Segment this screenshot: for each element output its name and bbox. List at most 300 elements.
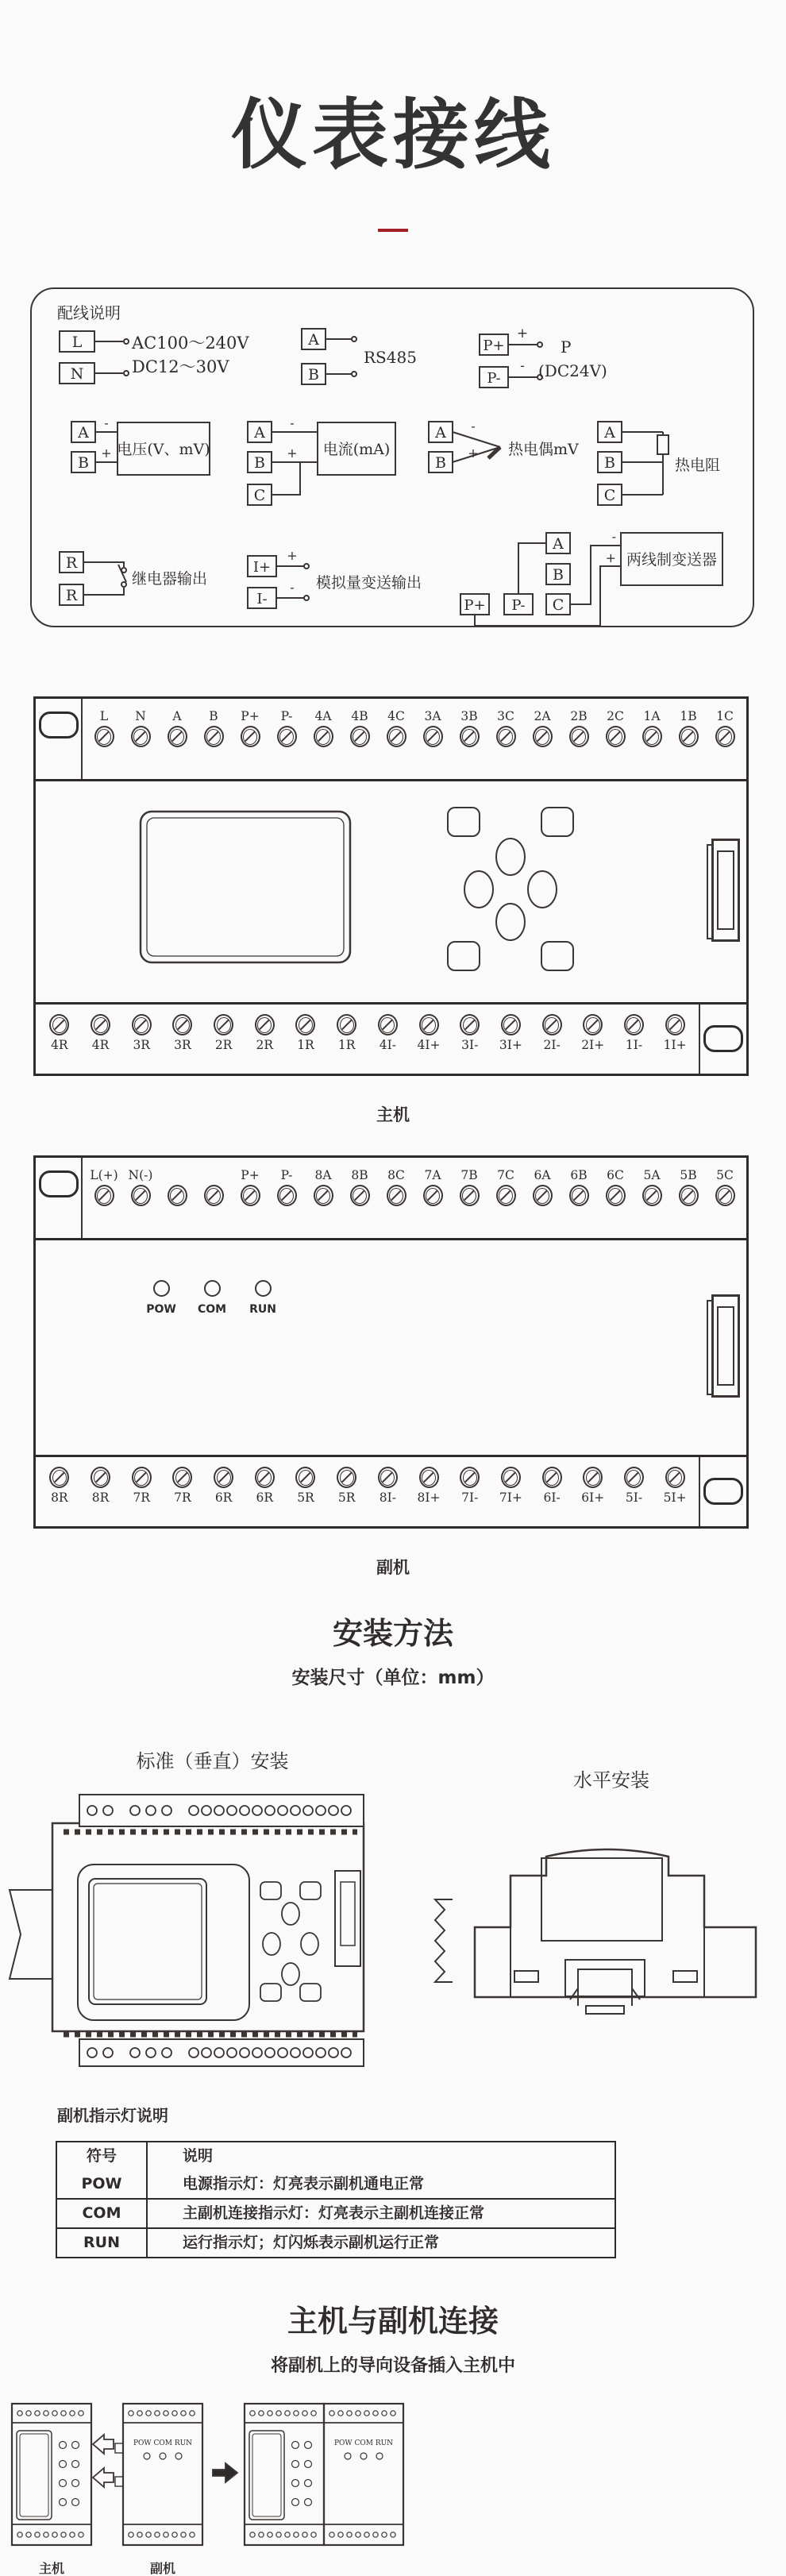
table-header-desc: 说明	[183, 2147, 214, 2165]
terminal	[452, 1457, 488, 1507]
mini-keypad	[60, 2442, 79, 2506]
screw-terminal-icon	[94, 726, 114, 747]
terminal	[575, 1005, 611, 1055]
terminal	[341, 1158, 378, 1206]
screw-terminal-icon	[255, 1467, 275, 1488]
table-row	[57, 2227, 615, 2257]
terminal-label: 6I-	[543, 1490, 561, 1505]
mini-leds	[144, 2453, 182, 2459]
screw-terminal-icon	[314, 1185, 333, 1206]
screw-terminal-icon	[131, 726, 151, 747]
expansion-connector	[711, 1294, 740, 1398]
terminal	[159, 1158, 195, 1206]
terminal-label: 5R	[297, 1490, 314, 1505]
terminal	[670, 699, 707, 747]
terminal-label: 1C	[716, 709, 734, 723]
terminal-label: 2R	[256, 1038, 274, 1052]
terminal-label: 7C	[497, 1168, 514, 1182]
terminal-label: P+	[241, 709, 260, 723]
screw-terminal-icon	[583, 1467, 603, 1488]
terminal-label: 2I-	[543, 1038, 561, 1052]
sub-unit-diagram	[33, 1155, 749, 1529]
terminal	[634, 699, 670, 747]
svg-text:-: -	[611, 529, 616, 544]
terminal-label: 4B	[351, 709, 368, 723]
combined-assembly	[245, 2404, 403, 2545]
screw-terminal-icon	[460, 1467, 480, 1488]
terminal-label: 4C	[387, 709, 405, 723]
main-unit-caption: 主机	[376, 1105, 410, 1124]
terminal-label: 2B	[570, 709, 588, 723]
svg-text:P+: P+	[483, 337, 505, 354]
screw-terminal-icon	[419, 1014, 439, 1035]
screw-terminal-icon	[132, 1014, 152, 1035]
main-unit-bottom-strip	[36, 1002, 746, 1074]
screw-terminal-icon	[277, 726, 297, 747]
svg-text:B: B	[78, 454, 89, 472]
terminal-label: 5I-	[625, 1490, 643, 1505]
screw-terminal-icon	[378, 1014, 398, 1035]
svg-text:B: B	[604, 454, 615, 472]
main-unit-top-terminals	[83, 699, 746, 779]
screw-terminal-icon	[204, 726, 224, 747]
svg-text:P+: P+	[464, 597, 486, 614]
terminal	[492, 1457, 529, 1507]
screw-terminal-icon	[460, 1185, 480, 1206]
guide-pin	[115, 2443, 123, 2453]
screw-terminal-icon	[350, 1185, 370, 1206]
terminal-label: 5R	[337, 1490, 356, 1505]
terminal	[670, 1158, 707, 1206]
mount-slot-icon	[39, 711, 79, 738]
terminal	[164, 1457, 201, 1507]
table-row	[57, 2170, 615, 2198]
terminal-label: 6R	[214, 1490, 233, 1505]
terminal	[206, 1005, 242, 1055]
screw-terminal-icon	[172, 1467, 192, 1488]
screw-terminal-icon	[387, 1185, 406, 1206]
screw-terminal-icon	[337, 1014, 356, 1035]
table-cell-desc: 运行指示灯；灯闪烁表示副机运行正常	[183, 2234, 440, 2251]
wiring-diagram	[30, 287, 754, 627]
screw-terminal-icon	[350, 726, 370, 747]
terminal-label: L	[99, 709, 109, 723]
terminal	[707, 699, 743, 747]
top-terminal-block	[79, 1795, 364, 1826]
svg-text:B: B	[254, 454, 265, 472]
svg-text:两线制变送器: 两线制变送器	[626, 551, 718, 569]
terminal-label: 8B	[351, 1168, 368, 1182]
terminal	[410, 1457, 447, 1507]
terminal	[414, 699, 451, 747]
screw-terminal-icon	[642, 1185, 662, 1206]
terminal	[287, 1457, 324, 1507]
screw-terminal-icon	[606, 1185, 626, 1206]
screw-terminal-icon	[624, 1014, 644, 1035]
terminal-label: L(+)	[90, 1168, 118, 1182]
mount-slot-icon	[703, 1478, 743, 1505]
terminal-label: 5I+	[663, 1490, 687, 1505]
horizontal-install-caption: 水平安装	[573, 1769, 649, 1791]
mini-main-unit	[12, 2404, 91, 2545]
svg-text:B: B	[308, 366, 319, 384]
terminal-label: 8A	[314, 1168, 332, 1182]
table-cell-symbol: POW	[57, 2170, 148, 2198]
terminal-label: N(-)	[128, 1168, 153, 1182]
terminal	[597, 1158, 634, 1206]
terminal-label: 3R	[133, 1038, 150, 1052]
svg-text:-: -	[520, 358, 525, 374]
svg-text:+: +	[516, 326, 529, 341]
svg-text:C: C	[552, 596, 564, 614]
display-outline	[141, 812, 350, 962]
svg-text:P: P	[561, 337, 572, 357]
terminal	[268, 1158, 305, 1206]
terminal	[86, 699, 122, 747]
screw-terminal-icon	[423, 1185, 443, 1206]
screw-terminal-icon	[665, 1014, 685, 1035]
main-unit-front-drawing	[36, 781, 746, 1002]
connection-instruction: 将副机上的导向设备插入主机中	[270, 2356, 515, 2376]
screw-terminal-icon	[295, 1014, 315, 1035]
terminal	[329, 1005, 365, 1055]
terminal-label: 7I+	[499, 1490, 522, 1505]
terminal-label: 4R	[51, 1038, 68, 1052]
din-rail	[10, 1890, 52, 1979]
terminal	[122, 1158, 159, 1206]
screw-terminal-icon	[172, 1014, 192, 1035]
screw-terminal-icon	[168, 726, 187, 747]
terminal-label: 4I-	[379, 1038, 396, 1052]
terminal	[451, 699, 487, 747]
terminal	[329, 1457, 365, 1507]
led-circle-icon	[255, 1280, 272, 1297]
terminal	[206, 1457, 242, 1507]
svg-text:N: N	[70, 365, 84, 383]
screw-terminal-icon	[337, 1467, 356, 1488]
terminal-label: 2A	[534, 709, 551, 723]
terminal-label: 6R	[256, 1490, 274, 1505]
svg-text:P-: P-	[487, 370, 501, 387]
bottom-terminal-block	[79, 2039, 364, 2066]
svg-text:L: L	[71, 334, 83, 351]
terminal	[597, 699, 634, 747]
terminal	[707, 1158, 743, 1206]
screw-terminal-icon	[533, 726, 553, 747]
screw-terminal-icon	[496, 726, 516, 747]
installation-heading: 安装方法	[332, 1616, 453, 1651]
svg-text:+: +	[287, 445, 298, 461]
vertical-install-drawing	[8, 1788, 385, 2070]
terminal	[341, 699, 378, 747]
mini-sub-caption: 副机	[149, 2561, 175, 2576]
terminal	[615, 1005, 652, 1055]
indicator-led	[244, 1280, 282, 1316]
screw-terminal-icon	[679, 1185, 699, 1206]
svg-text:A: A	[78, 424, 89, 442]
screw-terminal-icon	[569, 1185, 589, 1206]
svg-text:A: A	[604, 424, 615, 442]
terminal	[86, 1158, 122, 1206]
mount-slot-icon	[703, 1025, 743, 1052]
svg-text:A: A	[553, 535, 564, 553]
terminal	[369, 1005, 406, 1055]
screw-terminal-icon	[49, 1014, 69, 1035]
table-header-symbol: 符号	[57, 2142, 148, 2170]
screw-terminal-icon	[314, 726, 333, 747]
terminal	[41, 1005, 78, 1055]
main-unit-front	[36, 781, 746, 1002]
svg-text:继电器输出: 继电器输出	[132, 570, 208, 588]
terminal	[414, 1158, 451, 1206]
svg-text:I+: I+	[252, 559, 272, 576]
mini-led-text: POW COM RUN	[333, 2439, 394, 2447]
svg-text:(DC24V): (DC24V)	[538, 361, 607, 380]
screw-terminal-icon	[241, 1185, 260, 1206]
svg-text:电压(V、mV): 电压(V、mV)	[117, 441, 210, 458]
terminal	[487, 1158, 524, 1206]
mount-slot-icon	[39, 1170, 79, 1197]
terminal-label: 2I+	[581, 1038, 605, 1052]
main-unit-diagram	[33, 696, 749, 1076]
terminal	[369, 1457, 406, 1507]
screw-terminal-icon	[715, 726, 735, 747]
svg-text:B: B	[553, 566, 564, 584]
device-body	[52, 1823, 364, 2031]
indicator-table-body	[57, 2170, 615, 2257]
connection-heading: 主机与副机连接	[287, 2304, 499, 2339]
svg-text:C: C	[253, 487, 266, 504]
indicator-led	[142, 1280, 180, 1316]
screw-terminal-icon	[501, 1014, 521, 1035]
terminal	[232, 1158, 268, 1206]
horizontal-install-drawing	[429, 1826, 786, 2021]
terminal-label: 5C	[716, 1168, 734, 1182]
screw-terminal-icon	[542, 1014, 562, 1035]
sub-unit-bottom-strip	[36, 1455, 746, 1526]
terminal-label: 6I+	[581, 1490, 605, 1505]
mini-main-unit	[245, 2404, 324, 2545]
screw-terminal-icon	[665, 1467, 685, 1488]
page-title: 仪表接线	[231, 91, 555, 179]
terminal-label: P+	[241, 1168, 260, 1182]
connection-drawing	[8, 2400, 409, 2559]
terminal-label: B	[209, 709, 218, 723]
terminal-label: 3A	[424, 709, 441, 723]
svg-text:+: +	[605, 550, 616, 565]
terminal-label: 7I-	[461, 1490, 479, 1505]
screw-terminal-icon	[642, 726, 662, 747]
wiring-box-title: 配线说明	[57, 303, 121, 322]
terminal	[305, 1158, 341, 1206]
mini-sub-unit	[115, 2404, 202, 2545]
terminal	[246, 1457, 283, 1507]
terminal	[452, 1005, 488, 1055]
svg-text:-: -	[290, 415, 295, 430]
terminal-label: 3C	[497, 709, 514, 723]
terminal	[164, 1005, 201, 1055]
table-cell-symbol: COM	[57, 2200, 148, 2227]
screw-terminal-icon	[533, 1185, 553, 1206]
terminal-label: 1I-	[625, 1038, 643, 1052]
terminal-label: 5B	[680, 1168, 697, 1182]
terminal-label: A	[172, 709, 182, 723]
led-circle-icon	[204, 1280, 221, 1297]
vertical-install-caption: 标准（垂直）安装	[136, 1750, 289, 1772]
sub-unit-top-terminals	[83, 1158, 746, 1238]
screw-terminal-icon	[423, 726, 443, 747]
terminal-label: 3I+	[499, 1038, 522, 1052]
terminal	[451, 1158, 487, 1206]
terminal	[122, 699, 159, 747]
svg-text:I-: I-	[256, 591, 268, 607]
screw-terminal-icon	[49, 1467, 69, 1488]
indicator-led	[193, 1280, 231, 1316]
indicator-table	[56, 2141, 616, 2258]
sub-unit-top-strip	[36, 1158, 746, 1240]
terminal	[657, 1457, 693, 1507]
terminal-label: 2R	[214, 1038, 233, 1052]
mini-sub-unit	[324, 2404, 403, 2545]
terminal-label: 3R	[174, 1038, 191, 1052]
svg-text:RS485: RS485	[364, 348, 417, 367]
svg-text:R: R	[65, 554, 78, 572]
terminal-label: 7R	[133, 1490, 150, 1505]
svg-text:+: +	[287, 548, 298, 563]
svg-text:-: -	[290, 580, 295, 595]
screw-terminal-icon	[624, 1467, 644, 1488]
terminal	[561, 699, 597, 747]
terminal	[41, 1457, 78, 1507]
terminal-label: 2C	[607, 709, 624, 723]
screw-terminal-icon	[419, 1467, 439, 1488]
terminal	[305, 699, 341, 747]
screw-terminal-icon	[214, 1014, 233, 1035]
table-cell-desc: 电源指示灯：灯亮表示副机通电正常	[183, 2175, 425, 2192]
svg-text:热电阻: 热电阻	[675, 457, 721, 474]
led-circle-icon	[153, 1280, 170, 1297]
sub-unit-front	[36, 1240, 746, 1455]
led-label: POW	[146, 1303, 176, 1316]
sub-unit-caption: 副机	[376, 1557, 410, 1577]
terminal	[534, 1457, 570, 1507]
result-arrow	[213, 2463, 237, 2482]
terminal-label: 1B	[680, 709, 697, 723]
screw-terminal-icon	[460, 726, 480, 747]
terminal-label: 3I-	[461, 1038, 479, 1052]
screw-terminal-icon	[255, 1014, 275, 1035]
terminal-label: 4R	[91, 1038, 110, 1052]
screw-terminal-icon	[569, 726, 589, 747]
screw-terminal-icon	[241, 726, 260, 747]
sub-unit-bottom-slot-cell	[699, 1457, 746, 1526]
screw-terminal-icon	[91, 1467, 110, 1488]
screw-terminal-icon	[168, 1185, 187, 1206]
screw-terminal-icon	[583, 1014, 603, 1035]
terminal	[534, 1005, 570, 1055]
guide-pin	[115, 2477, 123, 2486]
screw-terminal-icon	[501, 1467, 521, 1488]
terminal-label: 1R	[297, 1038, 314, 1052]
terminal	[123, 1457, 160, 1507]
led-label: COM	[197, 1303, 227, 1316]
terminal	[246, 1005, 283, 1055]
svg-text:A: A	[254, 424, 265, 442]
terminal	[575, 1457, 611, 1507]
terminal-label: 8I+	[417, 1490, 441, 1505]
terminal-label: 8R	[51, 1490, 68, 1505]
terminal	[561, 1158, 597, 1206]
din-rail-section	[435, 1899, 453, 1982]
screw-terminal-icon	[132, 1467, 152, 1488]
svg-text:A: A	[308, 331, 319, 349]
indicator-table-title: 副机指示灯说明	[57, 2106, 168, 2125]
screw-terminal-icon	[496, 1185, 516, 1206]
terminal-label: N	[135, 709, 146, 723]
terminal-label: 7B	[460, 1168, 478, 1182]
terminal-label: 7A	[424, 1168, 441, 1182]
terminal-label: 3B	[460, 709, 478, 723]
mini-led-text: POW COM RUN	[133, 2439, 193, 2447]
led-label: RUN	[249, 1303, 276, 1316]
screw-terminal-icon	[679, 726, 699, 747]
svg-text:+: +	[101, 445, 112, 461]
main-unit-top-slot-cell	[36, 699, 83, 779]
terminal	[410, 1005, 447, 1055]
screw-terminal-icon	[715, 1185, 735, 1206]
terminal	[487, 699, 524, 747]
screw-terminal-icon	[542, 1467, 562, 1488]
svg-text:模拟量变送输出: 模拟量变送输出	[316, 574, 422, 592]
svg-text:R: R	[65, 587, 78, 604]
terminal-label: 1I+	[663, 1038, 687, 1052]
terminal-label: 8C	[387, 1168, 405, 1182]
terminal	[634, 1158, 670, 1206]
mini-main-caption: 主机	[38, 2561, 64, 2576]
terminal	[195, 1158, 232, 1206]
terminal-label: 4A	[314, 709, 332, 723]
svg-text:P-: P-	[511, 597, 526, 614]
svg-text:AC100～240V: AC100～240V	[132, 334, 249, 353]
screw-terminal-icon	[606, 726, 626, 747]
terminal	[492, 1005, 529, 1055]
screw-terminal-icon	[131, 1185, 151, 1206]
svg-text:A: A	[435, 424, 446, 442]
terminal-label: P-	[280, 709, 293, 723]
terminal	[615, 1457, 652, 1507]
terminal-label: 1R	[337, 1038, 356, 1052]
table-cell-symbol: RUN	[57, 2229, 148, 2257]
terminal	[524, 1158, 561, 1206]
screw-terminal-icon	[91, 1014, 110, 1035]
terminal	[159, 699, 195, 747]
terminal	[83, 1005, 119, 1055]
svg-text:-: -	[104, 415, 109, 430]
current-input-group	[248, 422, 395, 505]
screw-terminal-icon	[460, 1014, 480, 1035]
screw-terminal-icon	[295, 1467, 315, 1488]
screw-terminal-icon	[94, 1185, 114, 1206]
installation-dimension-note: 安装尺寸（单位：mm）	[291, 1668, 495, 1688]
main-unit-bottom-terminals	[36, 1005, 699, 1074]
screw-terminal-icon	[204, 1185, 224, 1206]
terminal-label: 8R	[91, 1490, 110, 1505]
screw-terminal-icon	[277, 1185, 297, 1206]
terminal-label: 6B	[570, 1168, 588, 1182]
terminal	[657, 1005, 693, 1055]
indicator-table-header	[57, 2142, 615, 2170]
terminal-label: 5A	[643, 1168, 661, 1182]
